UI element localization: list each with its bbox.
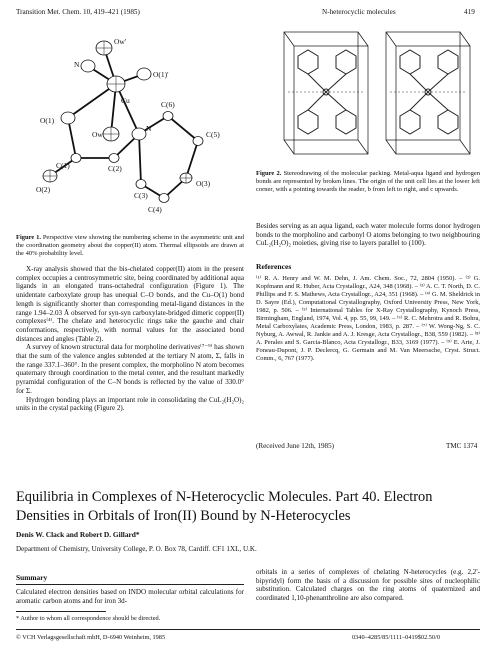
molecule-fragments-right [400, 50, 458, 134]
right-column-body: Besides serving as an aqua ligand, each water molecule forms donor hydrogen bonds to the morpholino and carbonyl O atoms belonging to two neighbouring CuL₂(H₂O)₂ moieties, giving rise to layers parallel to (100). [256, 222, 480, 248]
atom-c2 [109, 154, 119, 163]
copyright: © VCH Verlagsgesellschaft mbH, D-6940 Weinheim, 1985 [16, 634, 166, 641]
atom-n [132, 128, 146, 140]
label-o3: O(3) [196, 179, 211, 188]
label-c1: C(1) [56, 161, 70, 170]
atom-o1 [61, 112, 75, 124]
figure-2-caption-label: Figure 2. [256, 170, 282, 177]
label-o2: O(2) [36, 185, 51, 194]
atom-o1-prime [137, 68, 151, 80]
body-paragraph-3: Hydrogen bonding plays an important role in consolidating the CuL₂(H₂O)₂ units in the crystal packing (Figure 2). [16, 395, 244, 413]
label-ow-prime: Ow' [114, 37, 127, 46]
atom-n-prime [81, 60, 95, 72]
figure-1-caption-label: Figure 1. [16, 234, 41, 241]
affiliation: Department of Chemistry, University College, P. O. Box 78, Cardiff. CF1 1XL, U.K. [16, 545, 257, 553]
references-heading: References [256, 262, 292, 271]
atom-c4 [159, 194, 169, 203]
atom-c1 [71, 154, 81, 163]
label-c5: C(5) [206, 130, 220, 139]
unit-cell-left [284, 32, 358, 140]
label-o1: O(1) [40, 116, 55, 125]
label-c4: C(4) [148, 205, 162, 214]
page-number: 419 [464, 8, 475, 16]
molecule-fragments-left [298, 50, 356, 134]
bond-c3-n [139, 134, 141, 184]
article-title: Equilibria in Complexes of N-Heterocyclic Molecules. Part 40. Electron Densities in Orbitals of Iron(II) Bound by N-Heterocycles [16, 489, 433, 524]
label-c3: C(3) [134, 191, 148, 200]
figure-2-caption-text: Stereodrawing of the molecular packing. Metal-aqua ligand and hydrogen bonds are represented by broken lines. The origin of the unit cell lies at the lower left corner, with a pointing towards the reader, b from left to right, and c upwards. [256, 170, 481, 193]
figure-2-stereodrawing [258, 26, 480, 166]
atom-c3 [136, 180, 146, 189]
summary-text-left: Calculated electron densities based on INDO molecular orbital calculations for aromatic carbon atoms and for iron 3d- [16, 588, 244, 605]
label-n-prime: N [74, 60, 80, 69]
journal-header: Transition Met. Chem. 10, 419–421 (1985) [16, 8, 140, 16]
label-c2: C(2) [108, 164, 122, 173]
figure-2-caption [256, 170, 480, 194]
atom-c5 [193, 137, 203, 146]
figure-1-caption-text: Perspective view showing the numbering scheme in the asymmetric unit and the coordination geometry about the copper(II) atom. Thermal ellipsoids are drawn at the 40% probability level. [16, 234, 244, 257]
label-ow: Ow [92, 130, 103, 139]
body-paragraph-2: A survey of known structural data for morpholine derivatives⁽⁷⁻⁹⁾ has shown that the sum of the valence angles subtended at the tertiary N atom, Σ, falls in the range 337.1–360°. In the present complex, the morpholino N atom becomes quaternary through coordination to the metal center, and the resultant markedly pyramidal configuration of the C–N bonds is reflected by the value of 330.0° for Σ. [16, 343, 244, 395]
summary-text-right: orbitals in a series of complexes of chelating N-heterocycles (e.g. 2,2'-bipyridyl) form the basis of a discussion for possible sites of nucleophilic substitution. Calculated charges on the ring atoms of quaternized and coordinated 1,10-phenanthroline are also compared. [256, 568, 480, 603]
received-date: (Received June 12th, 1985) [256, 442, 335, 450]
figure-1-caption [16, 234, 244, 258]
body-paragraph-1: X-ray analysis showed that the bis-chelated copper(II) atom in the present complex occupies a centrosymmetric site, being coordinated by additional aqua ligands in an elongated trans-octahedral configuration (Figure 1). The unidentate carboxylate group has unequal C–O bonds, and the Cu–O(1) bond length is significantly shorter than corresponding metal-ligand distances in the range 1.94–2.03 Å observed for syn-syn carboxylate-bridged dimeric copper(II) complexes⁽⁴⁾. The chelate and heterocyclic rings take the gauche and chair conformations, respectively, with normal values for the associated bond distances and angles (Table 2). [16, 265, 244, 343]
bond-c6-c5 [168, 116, 198, 141]
figure-1-ortep-drawing [16, 26, 244, 232]
label-c6: C(6) [161, 100, 175, 109]
left-column-body [16, 265, 244, 413]
unit-cell-right [386, 32, 460, 140]
article-code: 0340–4285/85/1111–0419$02.50/0 [352, 634, 440, 641]
references-list: ⁽¹⁾ R. A. Henry and W. M. Dehn, J. Am. Chem. Soc., 72, 2804 (1950). – ⁽²⁾ G. Kopfmann and R. Huber, Acta Crystallogr., A24, 348 (1968). – ⁽³⁾ A. C. T. North, D. C. Phillips and F. S. Mathews, Acta Crystallogr., A24, 351 (1968). – ⁽⁴⁾ G. M. Sheldrick in D. Sayre (Ed.), Computational Crystallography, Oxford University Press, New York, 1982, p. 506. – ⁽⁵⁾ International Tables for X-Ray Crystallography, Kynoch Press, Birmingham, England, 1974, Vol. 4, pp. 55, 99, 149. – ⁽⁶⁾ R. C. Mehrotra and R. Bohra, Metal Carboxylates, Academic Press, London, 1983, p. 287. – ⁽⁷⁾ W. Wong-Ng, S. C. Nyburg, A. Awwal, R. Jankie and A. J. Kresge, Acta Crystallogr., B38, 559 (1982). – ⁽⁸⁾ A. Perales and S. Garcia-Blanco, Acta Crystallogr., B33, 3169 (1977). – ⁽⁹⁾ E. Arte, J. Foneau-Dupont, J. P. Declercq, G. Germain and M. Van Meerssche, Cryst. Struct. Comm., 6, 767 (1977). [256, 275, 480, 362]
unit-cell-left-back [294, 46, 368, 154]
label-cu: Cu [121, 96, 130, 105]
footer-rule [16, 629, 480, 630]
summary-rule [16, 584, 244, 585]
label-n: N [146, 124, 152, 133]
unit-cell-right-back [396, 46, 470, 154]
running-title: N-heterocyclic molecules [322, 8, 396, 16]
label-o1-prime: O(1)' [153, 70, 169, 79]
atom-c6 [163, 112, 173, 121]
footnote-rule [16, 611, 106, 612]
bond-c5-o3 [186, 141, 198, 178]
authors: Denis W. Clack and Robert D. Gillard* [16, 530, 140, 539]
summary-heading: Summary [16, 573, 48, 582]
author-footnote: * Author to whom all correspondence should be directed. [16, 615, 161, 622]
tmc-code: TMC 1374 [446, 442, 478, 450]
